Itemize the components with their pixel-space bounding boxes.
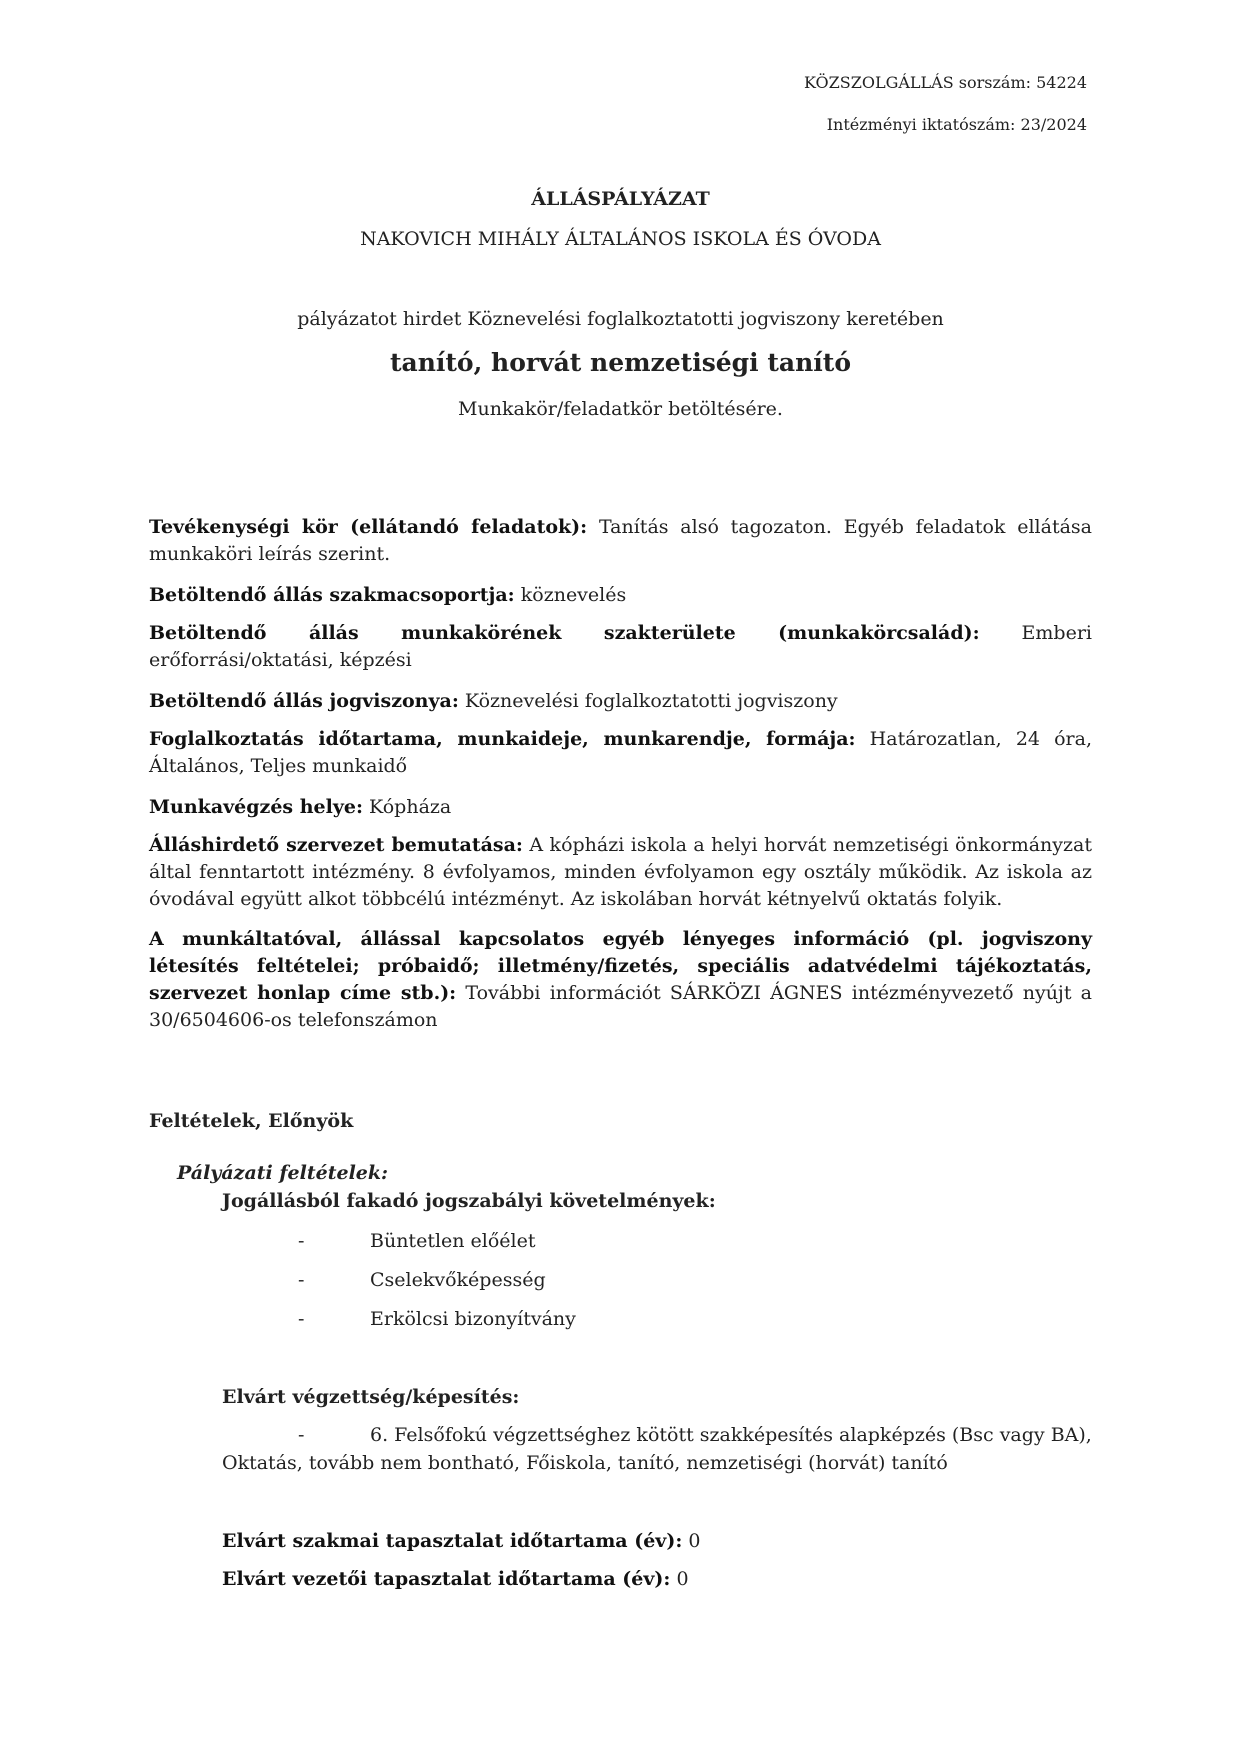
- conditions-heading: Feltételek, Előnyök: [149, 1110, 354, 1132]
- leadership-value: 0: [670, 1568, 689, 1590]
- field-value: Köznevelési foglalkoztatotti jogviszony: [458, 690, 838, 712]
- field-value: A kópházi iskola a helyi horvát nemzetiségi önkormányzat által fenntartott intézmény. 8 évfolyamos, minden évfolyamon egy osztály működik. Az iskola az óvodával együtt alkot többcélú intézményt. Az iskolában horvát kétnyelvű oktatás folyik.: [149, 834, 1093, 910]
- serial-number: KÖZSZOLGÁLLÁS sorszám: 54224: [804, 73, 1087, 92]
- field-value: köznevelés: [514, 584, 627, 606]
- field-label: Álláshirdető szervezet bemutatása:: [149, 834, 523, 856]
- field-value: Kópháza: [363, 796, 452, 818]
- field-value: Tanítás alsó tagozaton. Egyéb feladatok ellátása munkaköri leírás szerint.: [149, 516, 1092, 565]
- list-item-text: Cselekvőképesség: [370, 1269, 546, 1291]
- bullet-dash: -: [298, 1269, 305, 1291]
- position-subtitle: Munkakör/feladatkör betöltésére.: [458, 398, 783, 420]
- leadership-label: Elvárt vezetői tapasztalat időtartama (év):: [222, 1568, 671, 1590]
- field-label: Tevékenységi kör (ellátandó feladatok):: [149, 516, 588, 538]
- announcement-intro: pályázatot hirdet Köznevelési foglalkoztatotti jogviszony keretében: [297, 308, 944, 330]
- field-label: Betöltendő állás szakmacsoportja:: [149, 584, 515, 606]
- institution-name: NAKOVICH MIHÁLY ÁLTALÁNOS ISKOLA ÉS ÓVODA: [360, 228, 881, 250]
- legal-requirements-heading: Jogállásból fakadó jogszabályi követelmények:: [222, 1190, 716, 1212]
- filing-number: Intézményi iktatószám: 23/2024: [826, 115, 1087, 134]
- professional-experience: [222, 1530, 701, 1552]
- field-value: Emberi erőforrási/oktatási, képzési: [149, 622, 1092, 671]
- education-heading: Elvárt végzettség/képesítés:: [222, 1386, 520, 1408]
- field-work-schedule: [149, 726, 1092, 780]
- leadership-experience: [222, 1568, 689, 1590]
- experience-label: Elvárt szakmai tapasztalat időtartama (év):: [222, 1530, 683, 1552]
- field-label: Betöltendő állás munkakörének szakterülete (munkakörcsalád):: [149, 622, 980, 644]
- field-label: Foglalkoztatás időtartama, munkaideje, munkarendje, formája:: [149, 728, 856, 750]
- field-organization-intro: [149, 832, 1092, 913]
- experience-value: 0: [682, 1530, 701, 1552]
- field-value: További információt SÁRKÖZI ÁGNES intézményvezető nyújt a 30/6504606-os telefonszámon: [149, 982, 1092, 1031]
- bullet-dash: -: [298, 1424, 305, 1446]
- document-title: ÁLLÁSPÁLYÁZAT: [531, 188, 710, 210]
- bullet-dash: -: [298, 1308, 305, 1330]
- list-item-text: Erkölcsi bizonyítvány: [370, 1308, 576, 1330]
- bullet-dash: -: [298, 1230, 305, 1252]
- list-item-text: Büntetlen előélet: [370, 1230, 536, 1252]
- field-profession-group: [149, 582, 1092, 609]
- education-item-text: 6. Felsőfokú végzettséghez kötött szakképesítés alapképzés (Bsc vagy BA),: [370, 1424, 1092, 1446]
- field-workplace: [149, 794, 1092, 821]
- field-label: A munkáltatóval, állással kapcsolatos egyéb lényeges információ (pl. jogviszony létesítés feltételei; próbaidő; illetmény/fizetés, speciális adatvédelmi tájékoztatás, szervezet honlap címe stb.):: [149, 928, 1092, 1004]
- field-employment-type: [149, 688, 1092, 715]
- field-job-family: [149, 620, 1092, 674]
- field-activity: [149, 514, 1092, 568]
- field-value: Határozatlan, 24 óra, Általános, Teljes munkaidő: [149, 728, 1092, 777]
- field-label: Betöltendő állás jogviszonya:: [149, 690, 459, 712]
- conditions-subheading: Pályázati feltételek:: [177, 1162, 389, 1184]
- education-item-continuation: Oktatás, tovább nem bontható, Főiskola, tanító, nemzetiségi (horvát) tanító: [222, 1452, 948, 1474]
- field-label: Munkavégzés helye:: [149, 796, 364, 818]
- field-other-info: [149, 926, 1092, 1034]
- position-title: tanító, horvát nemzetiségi tanító: [389, 348, 852, 377]
